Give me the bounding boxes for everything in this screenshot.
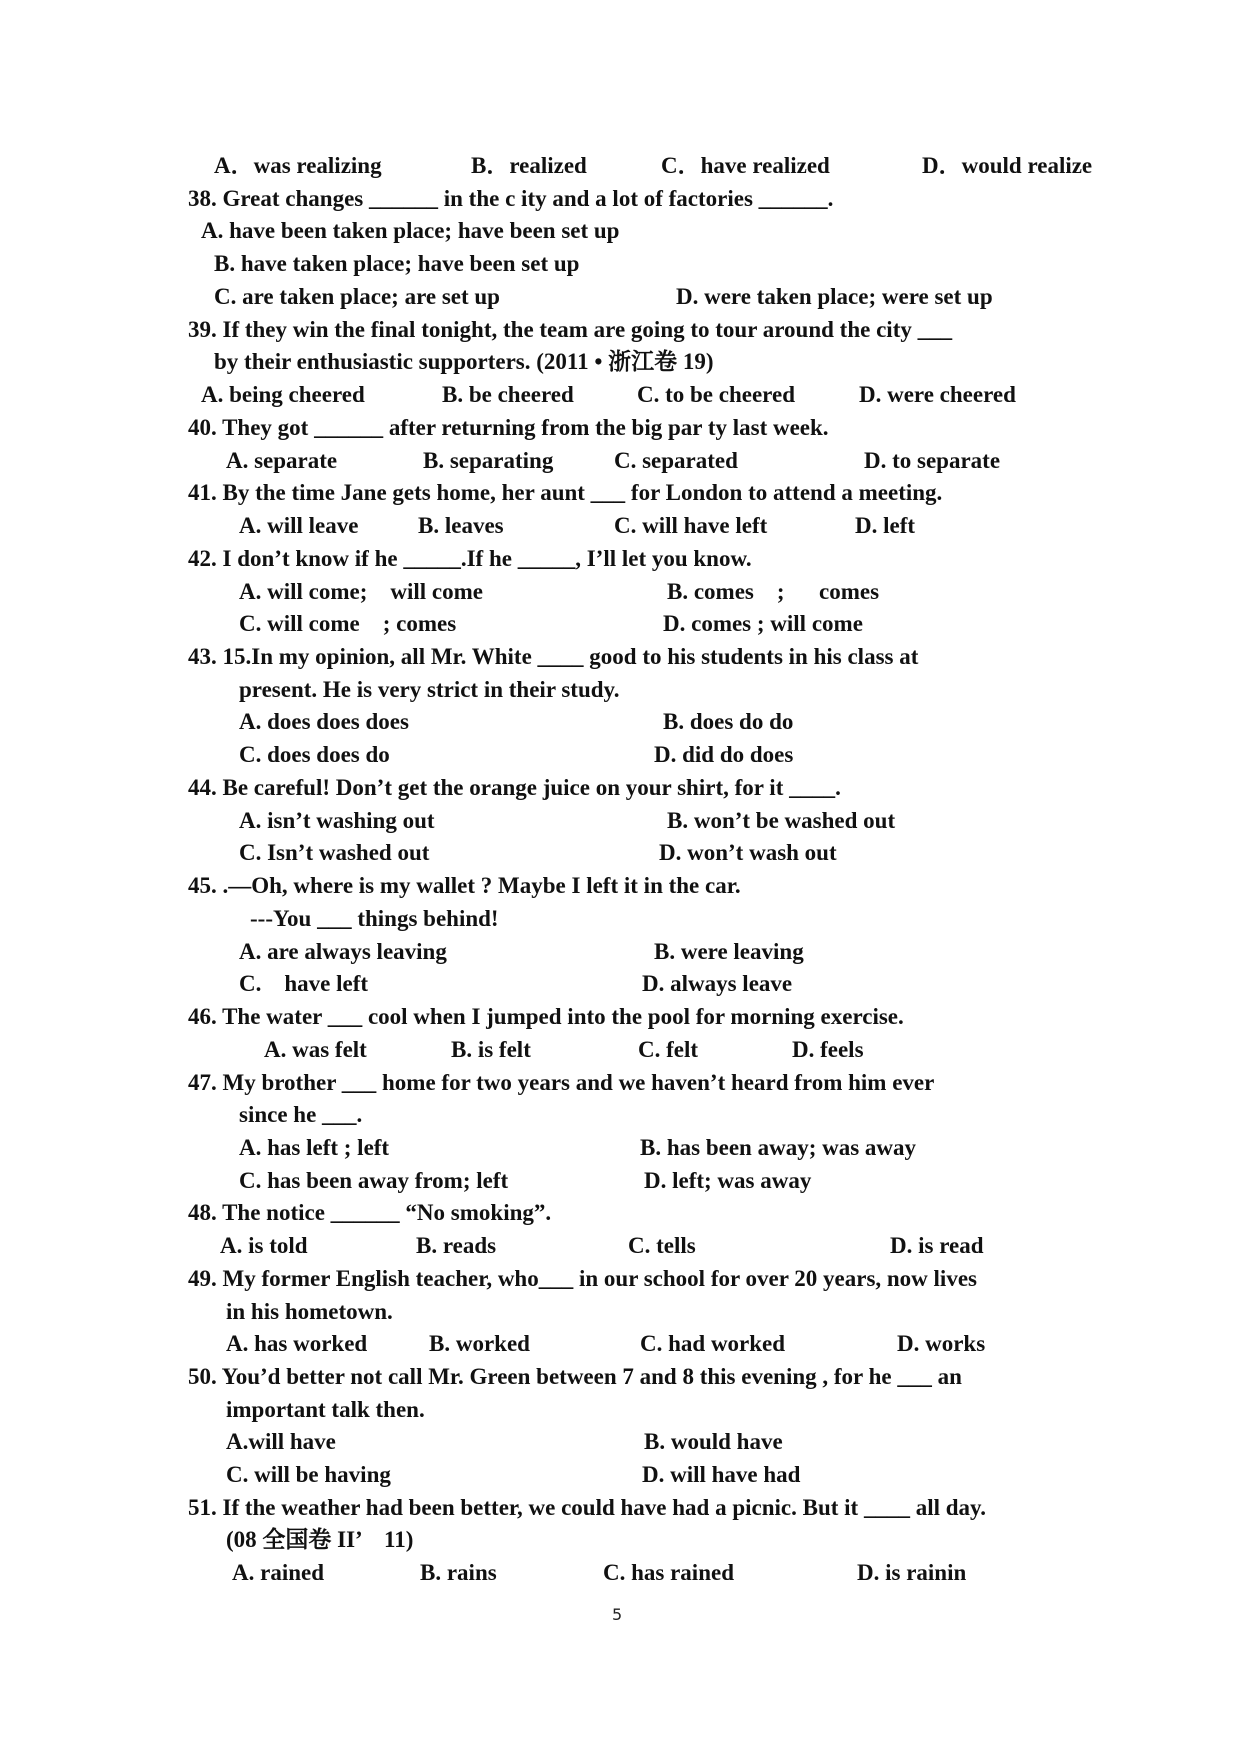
q47-stem: 47. My brother ___ home for two years and we haven’t heard from him ever [188,1070,935,1095]
q42-stem: 42. I don’t know if he _____.If he _____, I’ll let you know. [188,546,752,571]
q39-option-d: D. were cheered [859,382,1016,407]
page-number: 5 [612,1605,623,1624]
q37-option-b: B．realized [471,153,587,178]
q40-option-b: B. separating [423,448,554,473]
q43-stem: 43. 15.In my opinion, all Mr. White ____ good to his students in his class at [188,644,919,669]
q45-stem: 45. .—Oh, where is my wallet ? Maybe I left it in the car. [188,873,741,898]
q51-option-a: A. rained [232,1560,324,1585]
q43-option-c: C. does does do [239,742,390,767]
q47-option-b: B. has been away; was away [640,1135,917,1160]
q51-stem: 51. If the weather had been better, we could have had a picnic. But it ____ all day. [188,1495,987,1520]
q39-stem-cont: by their enthusiastic supporters. (2011 • 浙江卷 19) [214,349,714,374]
q41-stem: 41. By the time Jane gets home, her aunt ___ for London to attend a meeting. [188,480,943,505]
q38-option-d: D. were taken place; were set up [676,284,993,309]
q43-option-a: A. does does does [239,709,409,734]
q44-option-a: A. isn’t washing out [239,808,435,833]
q46-option-c: C. felt [638,1037,699,1062]
q41-option-c: C. will have left [614,513,768,538]
q48-option-b: B. reads [416,1233,497,1258]
q48-option-d: D. is read [890,1233,984,1258]
q45-option-b: B. were leaving [654,939,804,964]
q47-option-a: A. has left ; left [239,1135,390,1160]
q39-stem: 39. If they win the final tonight, the team are going to tour around the city ___ [188,317,953,342]
q49-stem: 49. My former English teacher, who___ in our school for over 20 years, now lives [188,1266,977,1291]
q40-option-d: D. to separate [864,448,1001,473]
q43-option-b: B. does do do [663,709,794,734]
q46-option-b: B. is felt [451,1037,531,1062]
q50-option-d: D. will have had [642,1462,801,1487]
q49-option-c: C. had worked [640,1331,786,1356]
q51-option-c: C. has rained [603,1560,734,1585]
q46-option-d: D. feels [792,1037,864,1062]
q39-option-c: C. to be cheered [637,382,795,407]
q50-option-a: A.will have [226,1429,336,1454]
q44-stem: 44. Be careful! Don’t get the orange juice on your shirt, for it ____. [188,775,841,800]
q41-option-b: B. leaves [418,513,504,538]
q45-option-d: D. always leave [642,971,793,996]
q47-option-c: C. has been away from; left [239,1168,509,1193]
q49-option-b: B. worked [429,1331,530,1356]
q50-option-b: B. would have [644,1429,783,1454]
q48-option-a: A. is told [220,1233,308,1258]
q42-option-a: A. will come; will come [239,579,483,604]
q42-option-c: C. will come ; comes [239,611,457,636]
q50-stem-cont: important talk then. [226,1397,425,1422]
q40-option-c: C. separated [614,448,738,473]
q47-stem-cont: since he ___. [239,1102,363,1127]
q50-stem: 50. You’d better not call Mr. Green between 7 and 8 this evening , for he ___ an [188,1364,962,1389]
q49-stem-cont: in his hometown. [226,1299,393,1324]
q38-option-b: B. have taken place; have been set up [214,251,580,276]
q49-option-d: D. works [897,1331,986,1356]
q43-option-d: D. did do does [654,742,794,767]
q49-option-a: A. has worked [226,1331,368,1356]
q51-option-d: D. is rainin [857,1560,967,1585]
q45-option-a: A. are always leaving [239,939,447,964]
q47-option-d: D. left; was away [644,1168,812,1193]
q51-source: (08 全国卷 II’ 11) [226,1527,414,1552]
q41-option-a: A. will leave [239,513,359,538]
q43-stem-cont: present. He is very strict in their study. [239,677,620,702]
q48-stem: 48. The notice ______ “No smoking”. [188,1200,552,1225]
q38-option-a: A. have been taken place; have been set up [201,218,620,243]
q37-option-c: C．have realized [661,153,830,178]
q37-option-a: A．was realizing [214,153,382,178]
q45-option-c: C. have left [239,971,369,996]
q40-stem: 40. They got ______ after returning from the big par ty last week. [188,415,829,440]
q39-option-b: B. be cheered [442,382,574,407]
q44-option-c: C. Isn’t washed out [239,840,430,865]
q41-option-d: D. left [855,513,916,538]
q46-stem: 46. The water ___ cool when I jumped into the pool for morning exercise. [188,1004,904,1029]
q44-option-b: B. won’t be washed out [667,808,896,833]
q44-option-d: D. won’t wash out [659,840,837,865]
q40-option-a: A. separate [226,448,338,473]
q46-option-a: A. was felt [264,1037,367,1062]
q38-option-c: C. are taken place; are set up [214,284,500,309]
q51-option-b: B. rains [420,1560,497,1585]
q48-option-c: C. tells [628,1233,696,1258]
q42-option-d: D. comes ; will come [663,611,863,636]
q45-stem-cont: ---You ___ things behind! [250,906,499,931]
q42-option-b: B. comes ; comes [667,579,880,604]
q37-option-d: D．would realize [922,153,1093,178]
q38-stem: 38. Great changes ______ in the c ity and a lot of factories ______. [188,186,834,211]
q50-option-c: C. will be having [226,1462,391,1487]
q39-option-a: A. being cheered [201,382,365,407]
